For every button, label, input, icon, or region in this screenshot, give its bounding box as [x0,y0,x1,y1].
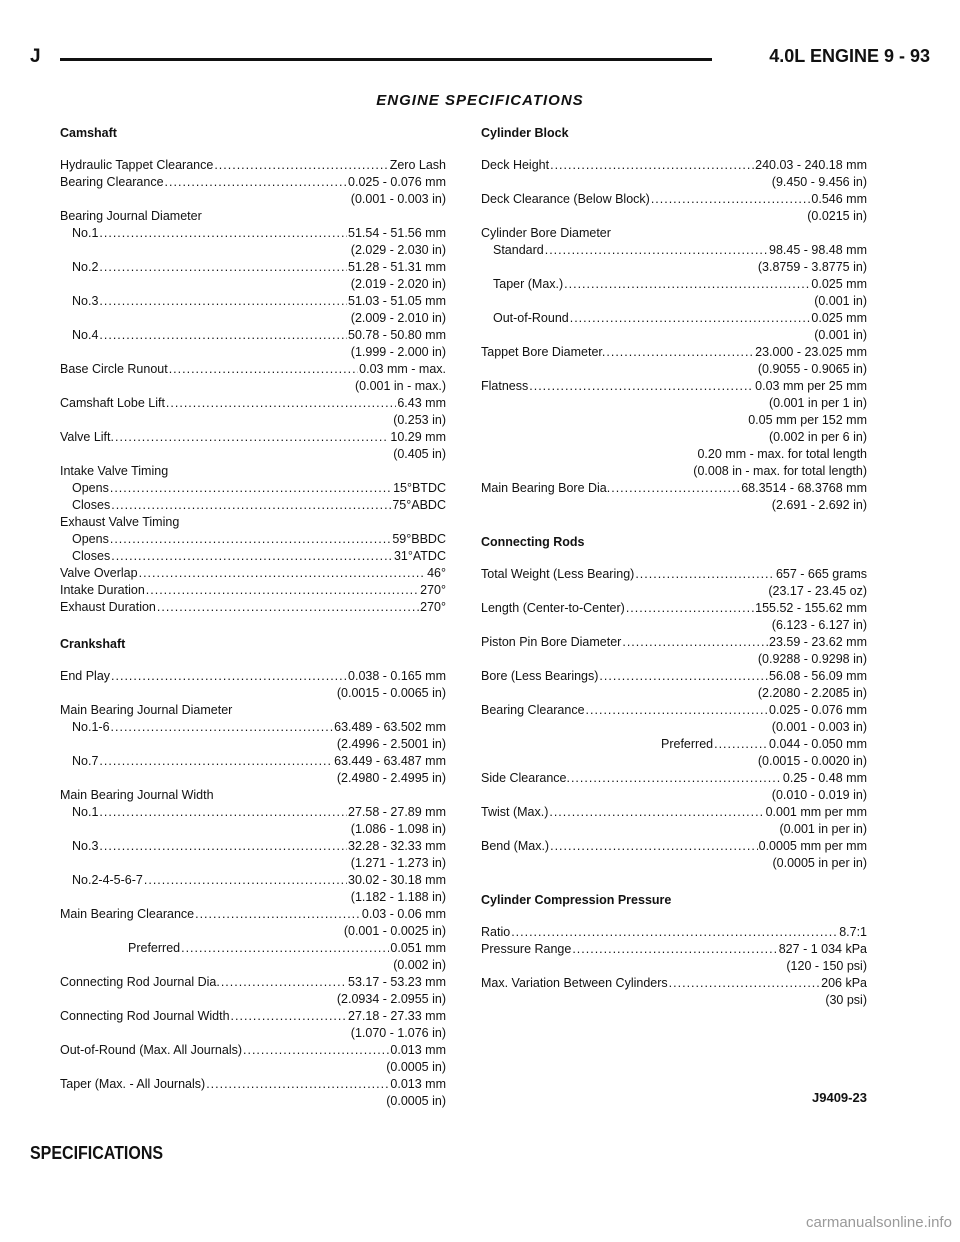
spec-value-imperial: (0.001 - 0.003 in) [771,720,867,734]
spec-label: No.1 [72,805,99,819]
spec-label: Flatness [481,379,529,393]
spec-value-imperial: (0.9288 - 0.9298 in) [757,652,867,666]
spec-label: Standard [493,243,544,257]
spec-row [60,260,446,277]
spec-value-extra: (0.008 in - max. for total length) [693,464,867,478]
spec-value: 23.59 - 23.62 mm [769,635,867,649]
spec-label: No.2-4-5-6-7 [72,873,143,887]
spec-label: Main Bearing Bore Dia. [481,481,611,495]
spec-value-imperial: (6.123 - 6.127 in) [771,618,867,632]
spec-value: 46° [427,566,446,580]
spec-value-imperial: (1.182 - 1.188 in) [350,890,446,904]
spec-value: 0.013 mm [390,1077,446,1091]
spec-value-imperial: (2.4996 - 2.5001 in) [336,737,446,751]
spec-value: 6.43 mm [397,396,446,410]
spec-value-imperial: (0.0015 - 0.0065 in) [336,686,446,700]
header-rule [60,58,712,61]
spec-row [481,635,867,652]
spec-row [481,379,867,396]
spec-row [60,481,446,498]
spec-value-extra: (0.001 in per 1 in) [769,396,867,410]
spec-value-imperial: (120 - 150 psi) [786,959,867,973]
spec-label: Connecting Rod Journal Width [60,1009,230,1023]
spec-value-imperial: (2.2080 - 2.2085 in) [757,686,867,700]
spec-value-imperial: (2.019 - 2.020 in) [350,277,446,291]
spec-row [481,669,867,686]
spec-label: No.4 [72,328,99,342]
spec-value: 63.449 - 63.487 mm [334,754,446,768]
spec-row [481,839,867,856]
spec-value-imperial: (0.0005 in per in) [772,856,867,870]
spec-label: Closes [72,549,111,563]
spec-row [60,669,446,686]
spec-value: 51.54 - 51.56 mm [348,226,446,240]
spec-row [60,1009,446,1026]
spec-label: Deck Clearance (Below Block) [481,192,650,206]
spec-value: 155.52 - 155.62 mm [755,601,867,615]
spec-value: 23.000 - 23.025 mm [755,345,867,359]
spec-value-imperial: (2.691 - 2.692 in) [771,498,867,512]
spec-label: Out-of-Round (Max. All Journals) [60,1043,243,1057]
spec-row [60,532,446,549]
spec-row [60,907,446,924]
spec-row [60,294,446,311]
spec-value: 270° [420,583,446,597]
spec-label: Length (Center-to-Center) [481,601,625,615]
spec-row [481,277,867,294]
spec-label: Taper (Max.) [493,277,564,291]
spec-row [481,192,867,209]
spec-value: 51.03 - 51.05 mm [348,294,446,308]
spec-label: No.1 [72,226,99,240]
spec-value: 0.025 - 0.076 mm [769,703,867,717]
right-column [481,126,867,1010]
spec-label: Camshaft Lobe Lift [60,396,165,410]
spec-value: 59°BBDC [392,532,446,546]
spec-value-imperial: (0.001 - 0.003 in) [350,192,446,206]
spec-label: Hydraulic Tappet Clearance [60,158,214,172]
spec-value: 0.025 mm [811,311,867,325]
spec-label: Opens [72,481,109,495]
spec-value-extra: 0.20 mm - max. for total length [697,447,867,461]
spec-value: 75°ABDC [392,498,446,512]
spec-value: 68.3514 - 68.3768 mm [741,481,867,495]
spec-row [481,345,867,362]
spec-value: 56.08 - 56.09 mm [769,669,867,683]
left-column [60,126,446,1111]
spec-group-label: Intake Valve Timing [60,464,169,478]
spec-row [60,805,446,822]
spec-value-extra: (0.002 in per 6 in) [769,430,867,444]
spec-label: Exhaust Duration [60,600,156,614]
spec-row [60,600,446,617]
spec-row [60,720,446,737]
spec-value: 0.25 - 0.48 mm [782,771,867,785]
header-section-page: 4.0L ENGINE 9 - 93 [769,46,930,66]
spec-value-imperial: (0.001 - 0.0025 in) [343,924,446,938]
spec-row [481,601,867,618]
spec-row [60,396,446,413]
spec-value: 10.29 mm [390,430,446,444]
section-heading-specifications: SPECIFICATIONS [30,1144,164,1164]
spec-row [481,158,867,175]
spec-value-imperial: (0.0005 in) [386,1094,446,1108]
spec-value: 0.0005 mm per mm [758,839,867,853]
spec-label: Base Circle Runout [60,362,168,376]
spec-row [481,805,867,822]
spec-label: Side Clearance. [481,771,570,785]
spec-value: 270° [420,600,446,614]
spec-label: Max. Variation Between Cylinders [481,976,668,990]
spec-value-imperial: (30 psi) [825,993,867,1007]
spec-group-label: Cylinder Bore Diameter [481,226,611,240]
spec-value-imperial: (0.0215 in) [807,209,867,223]
spec-row [481,311,867,328]
spec-label: Out-of-Round [493,311,569,325]
spec-row [60,975,446,992]
spec-value: 0.044 - 0.050 mm [769,737,867,751]
spec-value: 827 - 1 034 kPa [778,942,867,956]
spec-row [481,243,867,260]
spec-value: Zero Lash [389,158,446,172]
spec-label: Bearing Clearance [481,703,585,717]
spec-label: Opens [72,532,109,546]
spec-row [60,498,446,515]
spec-value: 0.025 - 0.076 mm [348,175,446,189]
spec-group-label: Bearing Journal Diameter [60,209,202,223]
spec-value-imperial: (0.001 in per in) [779,822,867,836]
spec-row [60,549,446,566]
spec-row [481,771,867,788]
spec-label: No.3 [72,839,99,853]
spec-row [481,976,867,993]
spec-value: 657 - 665 grams [775,567,867,581]
page-header [30,44,930,72]
spec-value-extra: 0.05 mm per 152 mm [748,413,867,427]
spec-row [60,754,446,771]
spec-value-imperial: (0.001 in) [814,294,867,308]
spec-row [481,703,867,720]
spec-label: Taper (Max. - All Journals) [60,1077,206,1091]
spec-label: Twist (Max.) [481,805,549,819]
spec-value: 63.489 - 63.502 mm [334,720,446,734]
spec-value: 8.7:1 [839,925,867,939]
spec-row [60,362,446,379]
spec-value-imperial: (1.086 - 1.098 in) [350,822,446,836]
spec-label: Total Weight (Less Bearing) [481,567,635,581]
spec-label: Ratio [481,925,511,939]
compression-heading: Cylinder Compression Pressure [481,893,672,907]
spec-value-imperial: (0.0015 - 0.0020 in) [757,754,867,768]
spec-value-imperial: (3.8759 - 3.8775 in) [757,260,867,274]
watermark: carmanualsonline.info [806,1214,952,1231]
spec-row [60,583,446,600]
spec-label: Bearing Clearance [60,175,164,189]
spec-value-imperial: (0.010 - 0.019 in) [771,788,867,802]
spec-row [60,328,446,345]
spec-group-label: Main Bearing Journal Width [60,788,214,802]
spec-value: 51.28 - 51.31 mm [348,260,446,274]
spec-value-imperial: (1.999 - 2.000 in) [350,345,446,359]
spec-row [60,1077,446,1094]
spec-value-imperial: (0.253 in) [393,413,446,427]
spec-value-imperial: (2.4980 - 2.4995 in) [336,771,446,785]
spec-value-imperial: (2.009 - 2.010 in) [350,311,446,325]
spec-label: Connecting Rod Journal Dia. [60,975,220,989]
spec-value: 0.03 mm - max. [359,362,446,376]
spec-value: 240.03 - 240.18 mm [755,158,867,172]
spec-value-imperial: (2.029 - 2.030 in) [350,243,446,257]
spec-value: 50.78 - 50.80 mm [348,328,446,342]
spec-row [60,158,446,175]
spec-value: 53.17 - 53.23 mm [348,975,446,989]
spec-value: 32.28 - 32.33 mm [348,839,446,853]
spec-row [60,566,446,583]
spec-label: No.1-6 [72,720,110,734]
spec-label: No.7 [72,754,99,768]
spec-label: Tappet Bore Diameter. [481,345,606,359]
spec-label: Bore (Less Bearings) [481,669,599,683]
spec-value-imperial: (1.070 - 1.076 in) [350,1026,446,1040]
spec-value-imperial: (0.002 in) [393,958,446,972]
spec-value-imperial: (9.450 - 9.456 in) [771,175,867,189]
figure-id: J9409-23 [812,1090,867,1105]
spec-value: 0.051 mm [390,941,446,955]
camshaft-heading: Camshaft [60,126,117,140]
spec-row [60,941,446,958]
spec-value-imperial: (0.001 in - max.) [354,379,446,393]
spec-value: 0.013 mm [390,1043,446,1057]
spec-row [60,430,446,447]
spec-value: 0.546 mm [811,192,867,206]
spec-value-imperial: (0.9055 - 0.9065 in) [757,362,867,376]
spec-label: Pressure Range [481,942,572,956]
spec-value-imperial: (1.271 - 1.273 in) [350,856,446,870]
spec-value: 98.45 - 98.48 mm [769,243,867,257]
spec-row [481,925,867,942]
spec-value: 0.03 mm per 25 mm [755,379,867,393]
spec-label: Bend (Max.) [481,839,550,853]
spec-label: Piston Pin Bore Diameter [481,635,622,649]
spec-value: 30.02 - 30.18 mm [348,873,446,887]
spec-label: Closes [72,498,111,512]
crankshaft-heading: Crankshaft [60,637,126,651]
spec-row [60,226,446,243]
spec-label: No.2 [72,260,99,274]
cylinder-block-heading: Cylinder Block [481,126,569,140]
spec-group-label: Main Bearing Journal Diameter [60,703,233,717]
spec-value-imperial: (0.0005 in) [386,1060,446,1074]
page-title: ENGINE SPECIFICATIONS [376,92,584,109]
spec-label: Valve Overlap [60,566,138,580]
spec-value-imperial: (0.405 in) [393,447,446,461]
spec-row [60,839,446,856]
spec-value: 15°BTDC [393,481,446,495]
spec-row [60,1043,446,1060]
spec-value: 27.58 - 27.89 mm [348,805,446,819]
spec-group-label: Exhaust Valve Timing [60,515,180,529]
spec-row [481,481,867,498]
spec-label: Preferred [661,737,714,751]
spec-value-imperial: (0.001 in) [814,328,867,342]
spec-row [60,175,446,192]
spec-label: Valve Lift. [60,430,114,444]
spec-label: Preferred [128,941,181,955]
spec-label: Intake Duration [60,583,145,597]
spec-label: Deck Height [481,158,550,172]
spec-label: End Play [60,669,111,683]
spec-value: 206 kPa [821,976,867,990]
spec-value-imperial: (2.0934 - 2.0955 in) [336,992,446,1006]
spec-row [481,737,867,754]
spec-value: 0.001 mm per mm [765,805,867,819]
spec-row [60,873,446,890]
connecting-rods-heading: Connecting Rods [481,535,585,549]
spec-row [481,567,867,584]
spec-value: 0.038 - 0.165 mm [348,669,446,683]
spec-row [481,942,867,959]
spec-value: 0.025 mm [811,277,867,291]
spec-value: 27.18 - 27.33 mm [348,1009,446,1023]
spec-value-imperial: (23.17 - 23.45 oz) [768,584,867,598]
spec-value: 0.03 - 0.06 mm [361,907,446,921]
spec-label: Main Bearing Clearance [60,907,195,921]
spec-value: 31°ATDC [393,549,446,563]
spec-label: No.3 [72,294,99,308]
header-letter: J [30,46,41,67]
